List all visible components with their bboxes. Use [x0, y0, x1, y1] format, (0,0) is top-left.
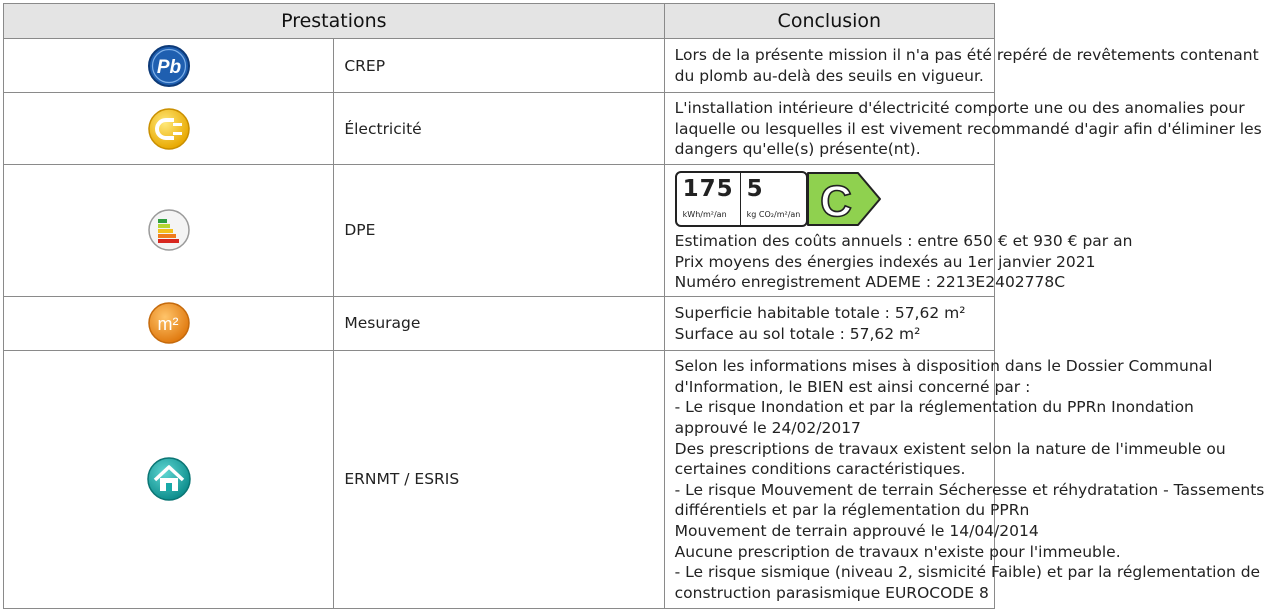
row-name: Électricité [334, 93, 664, 165]
conclusion-line: dangers qu'elle(s) présente(nt). [674, 140, 921, 159]
row-name: DPE [334, 165, 664, 297]
table-row-crep [4, 39, 995, 93]
dpe-ges-cell [740, 173, 807, 225]
house-risk-icon [146, 456, 192, 502]
pb-lead-icon [147, 44, 191, 88]
conclusion-line: certaines conditions caractéristiques. [674, 460, 966, 479]
dpe-class-arrow [806, 171, 884, 227]
dpe-values-box [675, 171, 809, 227]
table-row-electricite [4, 93, 995, 165]
table-row-mesurage [4, 296, 995, 350]
conclusion-line: différentiels et par la réglementation du PPRn [674, 501, 1030, 520]
row-icon-cell [4, 165, 334, 297]
conclusion-line: Des prescriptions de travaux existent selon la nature de l'immeuble ou [674, 439, 1226, 458]
dpe-energy-unit: kWh/m²/an [682, 210, 727, 219]
header-prestations: Prestations [4, 4, 665, 39]
row-name: ERNMT / ESRIS [334, 350, 664, 608]
row-conclusion [664, 296, 994, 350]
conclusion-line: Numéro enregistrement ADEME : 2213E2402778C [674, 273, 1066, 292]
row-conclusion [664, 39, 1259, 93]
row-icon-cell [4, 296, 334, 350]
conclusion-line: Surface au sol totale : 57,62 m² [674, 324, 921, 343]
pb-icon-text: Pb [156, 56, 181, 78]
dpe-class-letter: C [820, 177, 853, 226]
conclusion-line: Superficie habitable totale : 57,62 m² [674, 304, 966, 323]
table-row-ernmt [4, 350, 995, 608]
row-conclusion [664, 165, 1133, 297]
dpe-energy-value: 175 [682, 176, 734, 202]
table-row-dpe [4, 165, 995, 297]
row-icon-cell [4, 350, 334, 608]
conclusion-line: construction parasismique EUROCODE 8 [674, 583, 989, 602]
conclusion-line: L'installation intérieure d'électricité comporte une ou des anomalies pour [674, 99, 1245, 118]
row-conclusion [664, 350, 1264, 608]
conclusion-line: Estimation des coûts annuels : entre 650 € et 930 € par an [674, 232, 1133, 250]
row-name: Mesurage [334, 296, 664, 350]
m2-surface-icon [147, 301, 191, 345]
header-conclusion: Conclusion [664, 4, 994, 39]
dpe-ges-unit: kg CO₂/m²/an [746, 210, 801, 219]
conclusion-line: laquelle ou lesquelles il est vivement recommandé d'agir afin d'éliminer les [674, 119, 1262, 138]
row-name: CREP [334, 39, 664, 93]
row-icon-cell [4, 39, 334, 93]
conclusion-line: Selon les informations mises à disposition dans le Dossier Communal [674, 357, 1213, 376]
conclusion-line: - Le risque sismique (niveau 2, sismicité Faible) et par la réglementation de [674, 563, 1261, 582]
dpe-energy-cell [677, 173, 740, 225]
m2-icon-text: m² [157, 314, 179, 335]
table-header-row [4, 4, 995, 39]
conclusion-line: Prix moyens des énergies indexés au 1er janvier 2021 [674, 252, 1096, 271]
conclusion-line: Lors de la présente mission il n'a pas été repéré de revêtements contenant [674, 46, 1259, 65]
conclusion-line: Mouvement de terrain approuvé le 14/04/2014 [674, 521, 1039, 540]
dpe-energy-bars-icon [147, 208, 191, 252]
conclusion-line: approuvé le 24/02/2017 [674, 419, 861, 437]
conclusion-line: d'Information, le BIEN est ainsi concerné par : [674, 377, 1031, 396]
conclusion-line: - Le risque Mouvement de terrain Sécheresse et réhydratation - Tassements [674, 480, 1264, 499]
row-conclusion [664, 93, 1262, 165]
conclusion-line: du plomb au-delà des seuils en vigueur. [674, 67, 984, 85]
electricity-plug-icon [147, 107, 191, 151]
conclusion-line: Aucune prescription de travaux n'existe pour l'immeuble. [674, 542, 1121, 561]
diagnostics-summary-table [3, 3, 1264, 609]
dpe-ges-value: 5 [746, 176, 764, 202]
dpe-label [675, 169, 986, 229]
conclusion-line: - Le risque Inondation et par la réglementation du PPRn Inondation [674, 398, 1194, 417]
row-icon-cell [4, 93, 334, 165]
